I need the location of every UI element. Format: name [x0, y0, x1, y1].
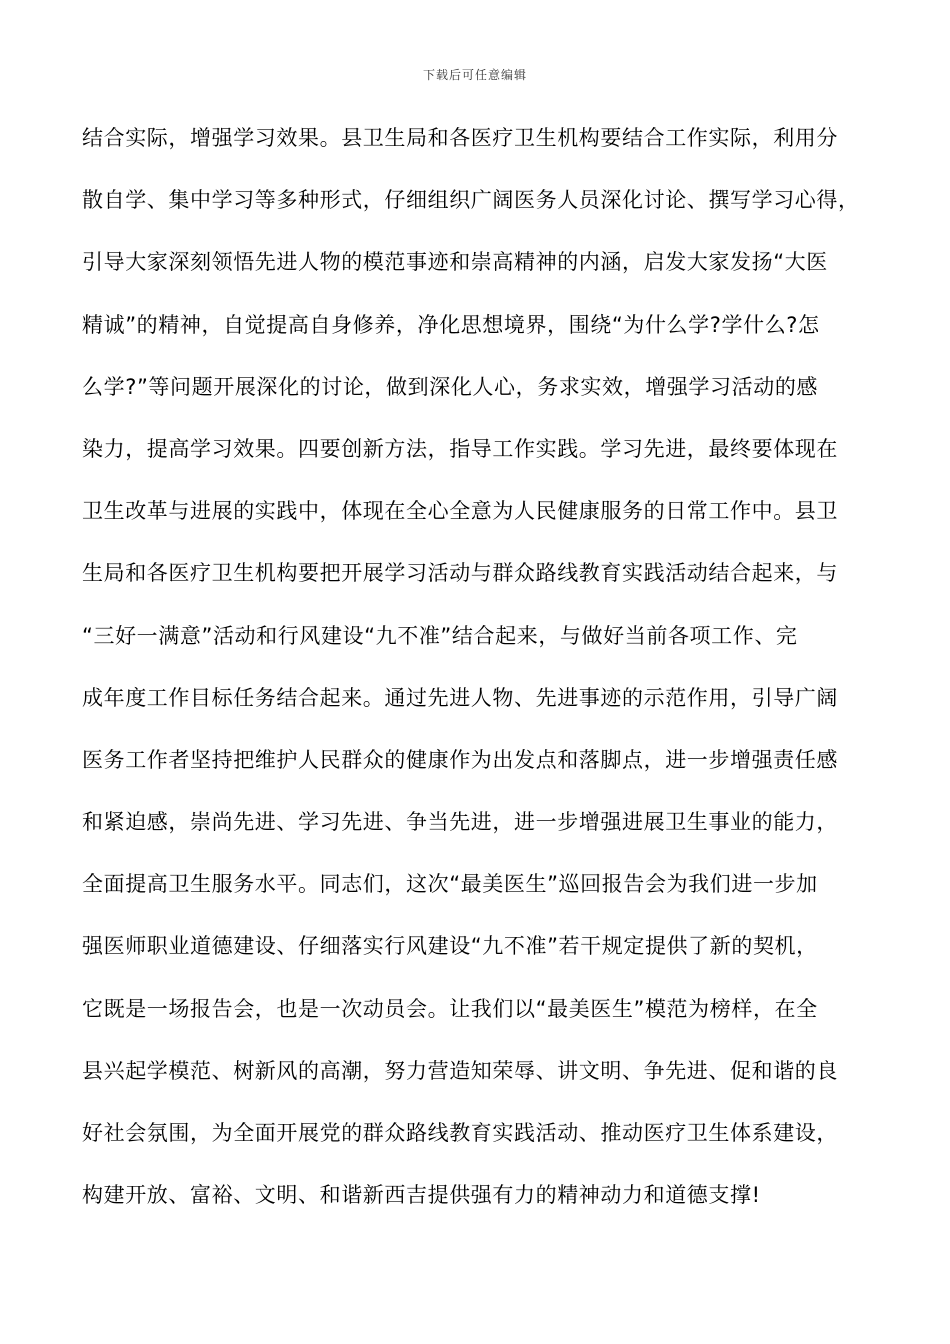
text-line: 引导大家深刻领悟先进人物的模范事迹和崇高精神的内涵，启发大家发扬“大医: [82, 250, 828, 275]
text-line: 么学?”等问题开展深化的讨论，做到深化人心，务求实效，增强学习活动的感: [82, 374, 819, 399]
text-line: 染力，提高学习效果。四要创新方法，指导工作实践。学习先进，最终要体现在: [82, 436, 838, 461]
text-line: 成年度工作目标任务结合起来。通过先进人物、先进事迹的示范作用，引导广阔: [82, 685, 838, 710]
text-line: 县兴起学模范、树新风的高潮，努力营造知荣辱、讲文明、争先进、促和谐的良: [82, 1058, 838, 1083]
text-line: 医务工作者坚持把维护人民群众的健康作为出发点和落脚点，进一步增强责任感: [82, 747, 838, 772]
text-line: 和紧迫感，崇尚先进、学习先进、争当先进，进一步增强进展卫生事业的能力，: [82, 810, 838, 835]
text-line: 结合实际，增强学习效果。县卫生局和各医疗卫生机构要结合工作实际，利用分: [82, 126, 838, 150]
text-line: “三好一满意”活动和行风建设“九不准”结合起来，与做好当前各项工作、完: [82, 623, 798, 648]
text-line: 全面提高卫生服务水平。同志们，这次“最美医生”巡回报告会为我们进一步加: [82, 872, 818, 897]
text-line: 卫生改革与进展的实践中，体现在全心全意为人民健康服务的日常工作中。县卫: [82, 499, 838, 524]
text-line: 好社会氛围，为全面开展党的群众路线教育实践活动、推动医疗卫生体系建设，: [82, 1121, 838, 1145]
text-line: 它既是一场报告会，也是一次动员会。让我们以“最美医生”模范为榜样，在全: [82, 996, 818, 1021]
text-line: 构建开放、富裕、文明、和谐新西吉提供强有力的精神动力和道德支撑!: [82, 1183, 761, 1208]
header-note: 下载后可任意编辑: [422, 68, 527, 82]
text-line: 精诚”的精神，自觉提高自身修养，净化思想境界，围绕“为什么学?学什么?怎: [82, 312, 820, 337]
text-line: 强医师职业道德建设、仔细落实行风建设“九不准”若干规定提供了新的契机，: [82, 934, 818, 959]
text-line: 散自学、集中学习等多种形式，仔细组织广阔医务人员深化讨论、撰写学习心得，: [82, 188, 860, 213]
text-line: 生局和各医疗卫生机构要把开展学习活动与群众路线教育实践活动结合起来，与: [82, 561, 838, 586]
body-paragraph: [82, 114, 882, 1233]
